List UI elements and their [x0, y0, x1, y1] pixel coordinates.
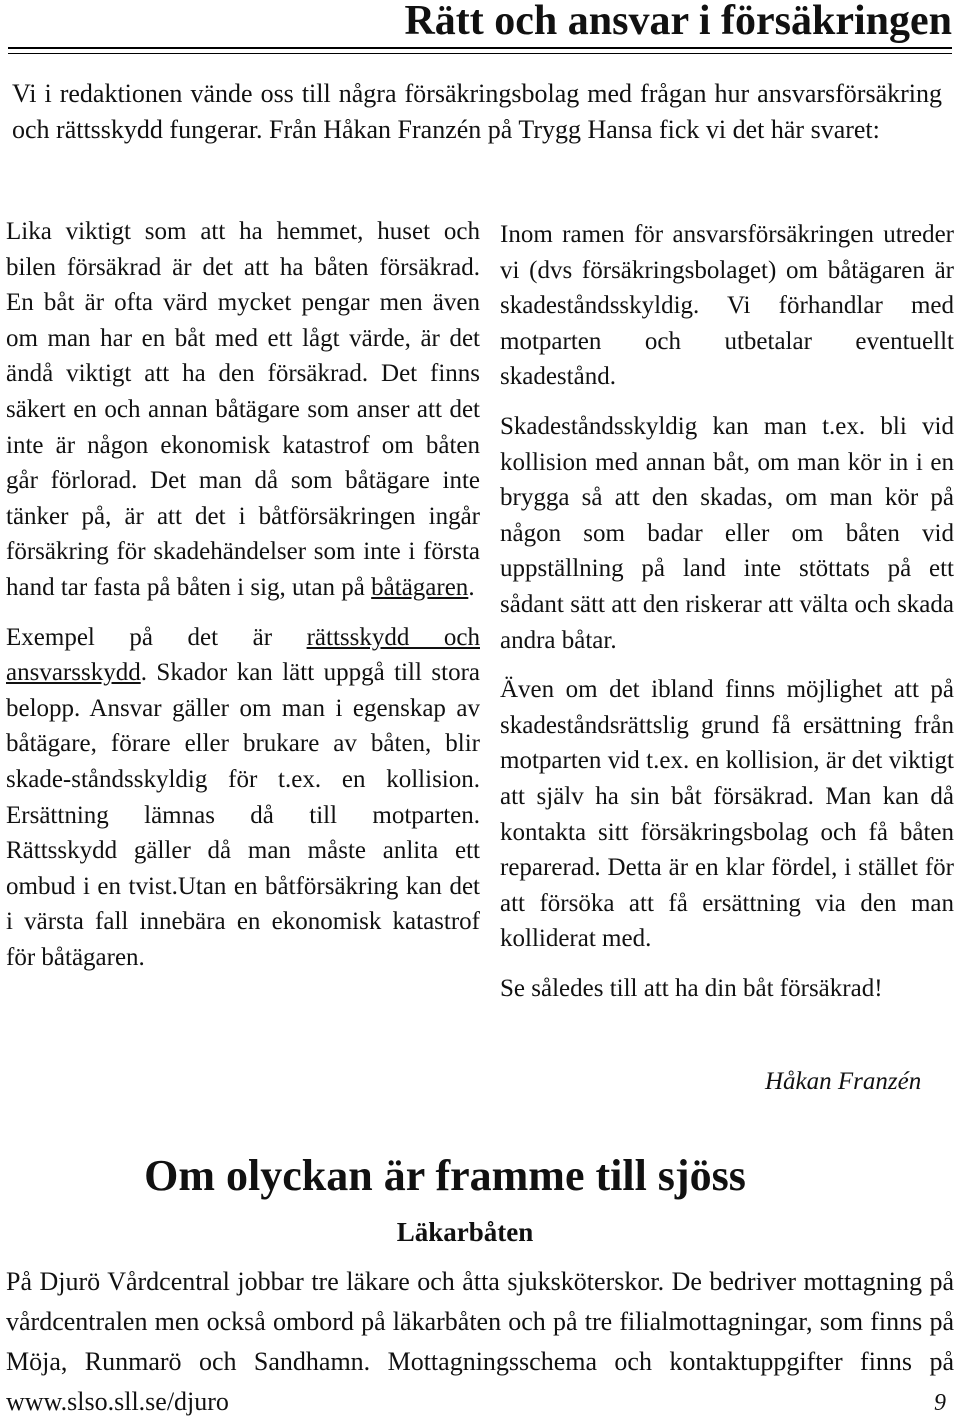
second-article-subtitle: Läkarbåten [396, 1217, 534, 1247]
left-p1-end: . [468, 573, 475, 601]
right-column [500, 217, 954, 1020]
left-p2-text: Exempel på det är [6, 623, 307, 651]
page-number: 9 [934, 1390, 946, 1416]
right-paragraph-1: Inom ramen för ansvarsförsäkringen utreder vi (dvs försäkringsbolaget) om båtägaren är skadeståndsskyldig. Vi förhandlar med motparten och utbetalar eventuellt skadestånd. [500, 221, 954, 391]
left-p2-end: . Skador kan lätt uppgå till stora belopp. Ansvar gäller om man i egenskap av båtägare, förare eller brukare av båten, blir skade-ståndsskyldig för t.ex. en kollision. Ersättning lämnas då till motparten. Rättsskydd gäller då man måste anlita ett ombud i en tvist.Utan en båtförsäkring kan det i värsta fall innebära en ekonomisk katastrof för båtägaren. [6, 659, 480, 971]
left-p1-text: Lika viktigt som att ha hemmet, huset och bilen försäkrad är det att ha båten försäkrad. En båt är ofta värd mycket pengar men även om man har en båt med ett lågt värde, är det ändå viktigt att ha den försäkrad. Det finns säkert en och annan båtägare som anser att det inte är någon ekonomisk katastrof om båten går förlorad. Det man då som båtägare inte tänker på, är att det i båtförsäkringen ingår försäkring för skadehändelser som inte i första hand tar fasta på båten i sig, utan på [6, 218, 480, 601]
article-title: Rätt och ansvar i försäkringen [404, 0, 952, 44]
left-p1-underlined: båtägaren [371, 573, 469, 601]
left-column [6, 214, 480, 989]
right-paragraph-4: Se således till att ha din båt försäkrad! [500, 974, 883, 1002]
right-paragraph-3: Även om det ibland finns möjlighet att på skadeståndsrättslig grund få ersättning från motparten vid t.ex. en kollision, är det viktigt att själv ha sin båt försäkrad. Man kan då kontakta sitt försäkringsbolag och få båten reparerad. Detta är en klar fördel, i stället för att försöka att få ersättning via den man kolliderat med. [500, 676, 954, 953]
second-article-body: På Djurö Vårdcentral jobbar tre läkare och åtta sjuksköterskor. De bedriver mottagning på vårdcentralen men också ombord på läkarbåten och på tre filialmottagningar, som finns på Möja, Runmarö och Sandhamn. Mottagningsschema och kontaktuppgifter finns på www.slso.sll.se/djuro [6, 1267, 954, 1416]
right-paragraph-2: Skadeståndsskyldig kan man t.ex. bli vid kollision med annan båt, om man kör in i en brygga så att den skadas, om man kör på någon som badar eller om båten vid uppställning på land inte stöttats på ett sådant sätt att den riskerar att välta och skada andra båtar. [500, 412, 954, 654]
title-rule [8, 47, 952, 54]
intro-paragraph: Vi i redaktionen vände oss till några försäkringsbolag med frågan hur ansvarsförsäkring och rättsskydd fungerar. Från Håkan Franzén på Trygg Hansa fick vi det här svaret: [12, 79, 942, 144]
second-article-title: Om olyckan är framme till sjöss [144, 1151, 746, 1200]
author-signature: Håkan Franzén [765, 1068, 922, 1095]
left-paragraph-1 [6, 214, 480, 606]
left-paragraph-2 [6, 620, 480, 976]
left-p2-underlined: rättsskydd och ansvarsskydd [6, 623, 480, 687]
